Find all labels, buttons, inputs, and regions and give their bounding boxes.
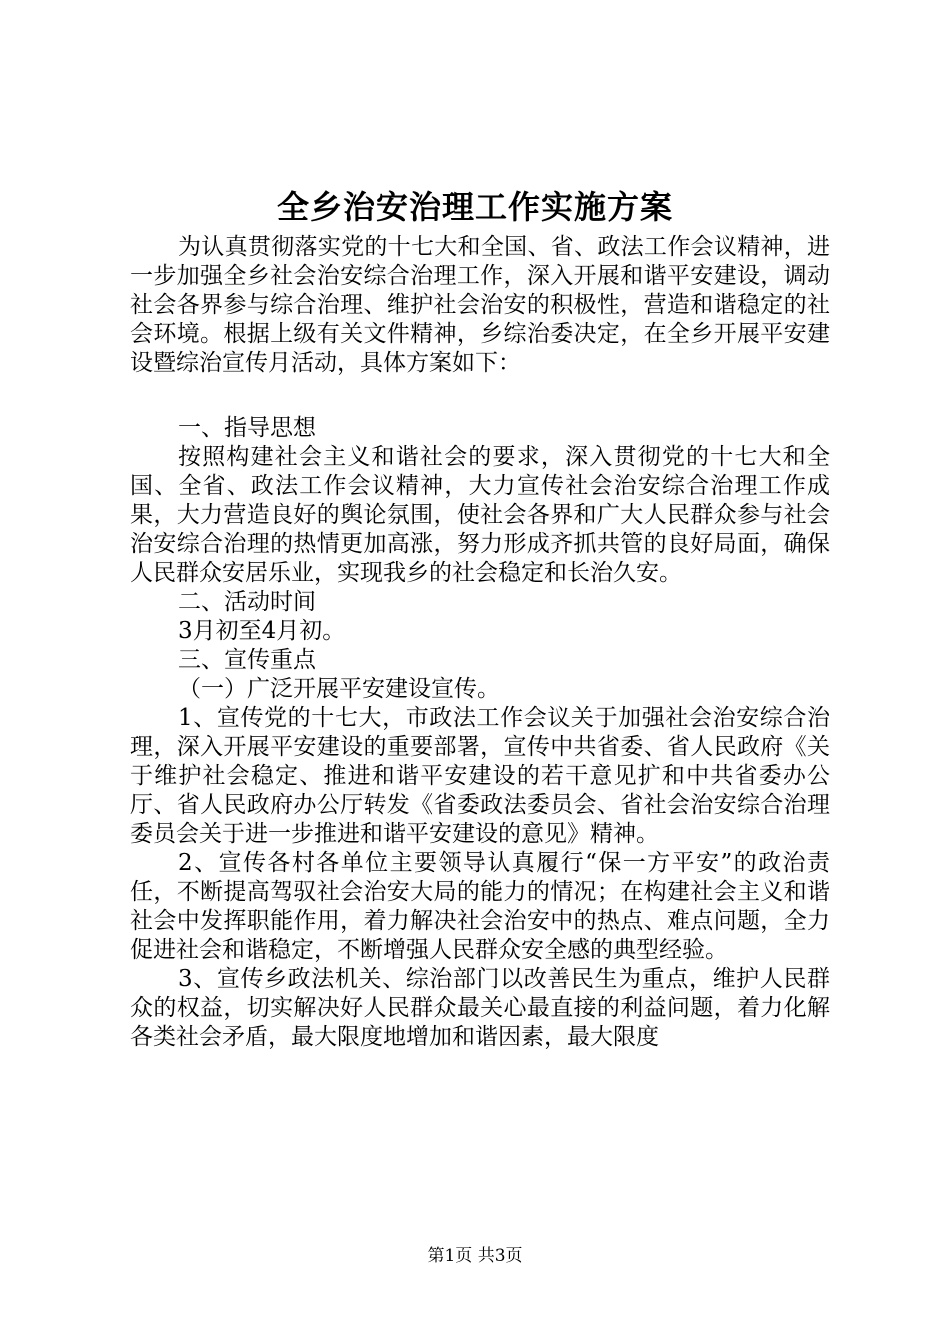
intro-paragraph: 为认真贯彻落实党的十七大和全国、省、政法工作会议精神，进一步加强全乡社会治安综合治理工作，深入开展和谐平安建设，调动社会各界参与综合治理、维护社会治安的积极性，营造和谐稳定的社会环境。根据上级有关文件精神，乡综治委决定，在全乡开展平安建设暨综治宣传月活动，具体方案如下：: [130, 234, 830, 376]
page-footer: 第1页 共3页: [427, 1246, 523, 1266]
document-title: 全乡治安治理工作实施方案: [276, 188, 673, 226]
document-body: [130, 233, 830, 1052]
paragraph-gap: [130, 378, 830, 414]
section-heading-guiding-ideology: 一、指导思想: [178, 415, 316, 441]
guiding-ideology-paragraph: 按照构建社会主义和谐社会的要求，深入贯彻党的十七大和全国、全省、政法工作会议精神，大力宣传社会治安综合治理工作成果，大力营造良好的舆论氛围，使社会各界和广大人民群众参与社会治安综合治理的热情更加高涨，努力形成齐抓共管的良好局面，确保人民群众安居乐业，实现我乡的社会稳定和长治久安。: [130, 444, 830, 586]
section-heading-activity-time: 二、活动时间: [178, 589, 316, 615]
list-item-3: 3、宣传乡政法机关、综治部门以改善民生为重点，维护人民群众的权益，切实解决好人民群众最关心最直接的利益问题，着力化解各类社会矛盾，最大限度地增加和谐因素，最大限度: [130, 966, 830, 1050]
section-heading-publicity-focus: 三、宣传重点: [178, 647, 316, 673]
activity-time-paragraph: 3月初至4月初。: [178, 618, 346, 644]
list-item-2: 2、宣传各村各单位主要领导认真履行“保一方平安”的政治责任，不断提高驾驭社会治安大局的能力的情况；在构建社会主义和谐社会中发挥职能作用，着力解决社会治安中的热点、难点问题，全力促进社会和谐稳定，不断增强人民群众安全感的典型经验。: [130, 850, 830, 963]
list-item-1: 1、宣传党的十七大，市政法工作会议关于加强社会治安综合治理，深入开展平安建设的重要部署，宣传中共省委、省人民政府《关于维护社会稳定、推进和谐平安建设的若干意见扩和中共省委办公厅、省人民政府办公厅转发《省委政法委员会、省社会治安综合治理委员会关于进一步推进和谐平安建设的意见》精神。: [130, 705, 830, 847]
subsection-heading-1: （一）广泛开展平安建设宣传。: [178, 676, 500, 702]
